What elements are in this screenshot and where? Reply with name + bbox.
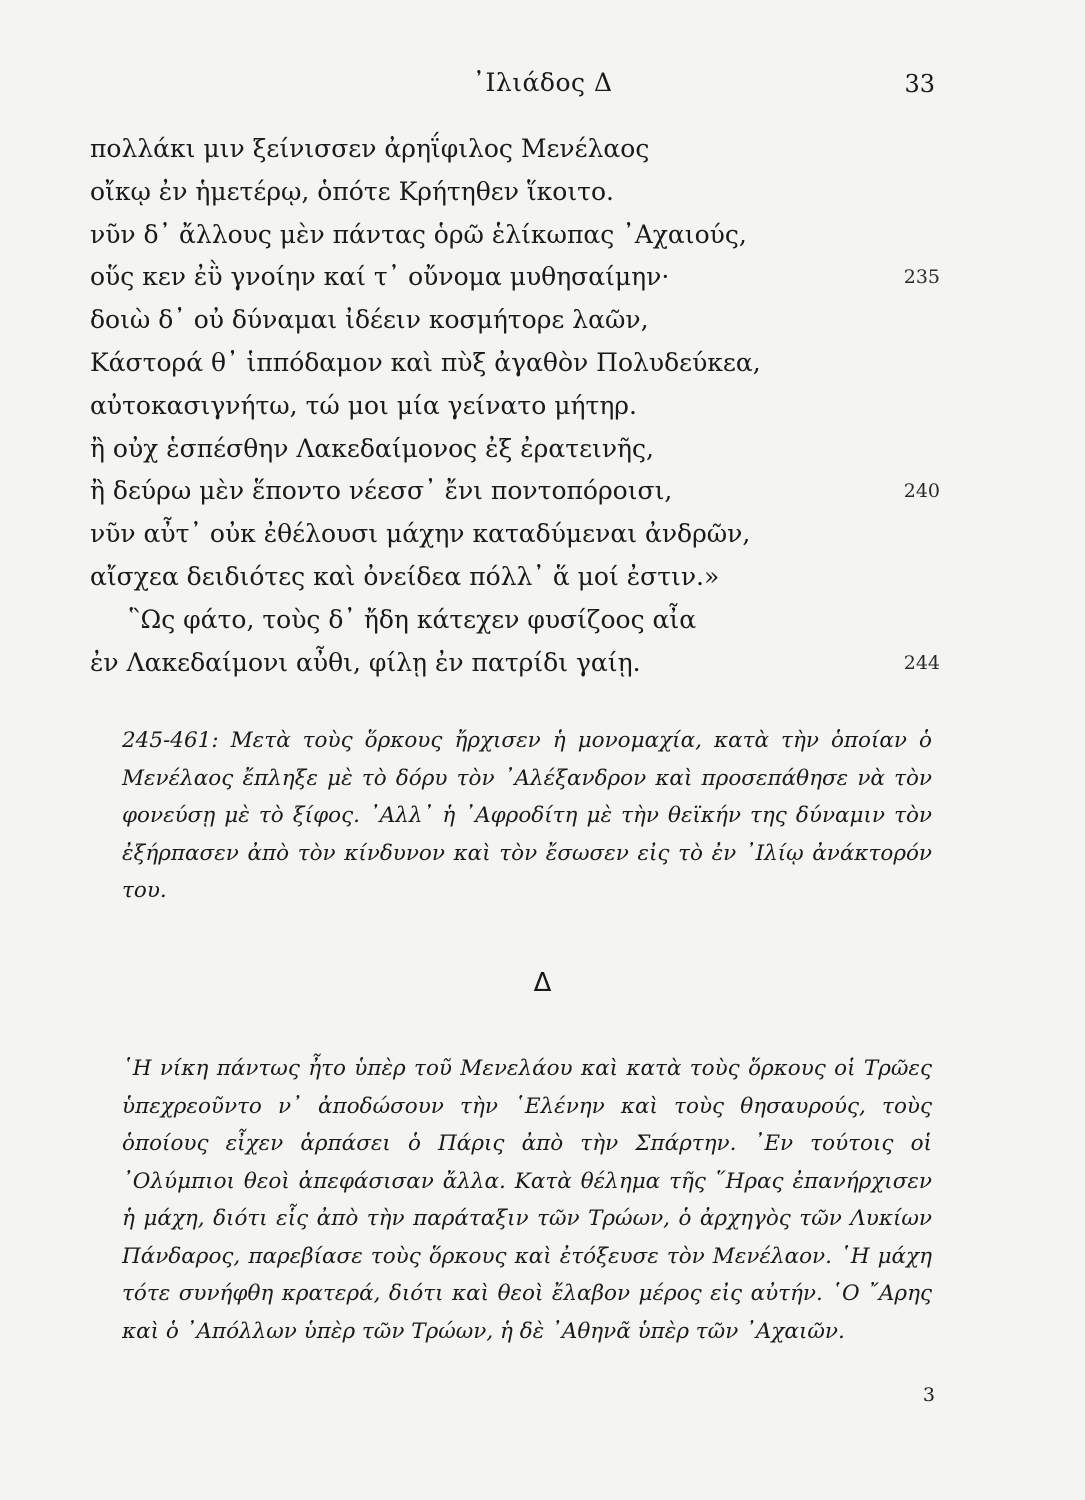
verse-line: [90, 642, 940, 685]
verse-text: αὐτοκασιγνήτω, τώ μοι μία γείνατο μήτηρ.: [90, 390, 637, 420]
verse-line: [90, 214, 940, 257]
verse-text: νῦν αὖτ᾽ οὐκ ἐθέλουσι μάχην καταδύμεναι ἀνδρῶν,: [90, 519, 751, 549]
verse-line: [90, 171, 940, 214]
verse-line: [90, 385, 940, 428]
verse-text: οἴκῳ ἐν ἡμετέρῳ, ὁπότε Κρήτηθεν ἵκοιτο.: [90, 176, 614, 206]
verse-text: ἐν Λακεδαίμονι αὖθι, φίλῃ ἐν πατρίδι γαίῃ.: [90, 647, 641, 677]
line-number: 240: [903, 480, 940, 503]
verse-line: [90, 299, 940, 342]
verse-block: [90, 128, 940, 684]
line-number: 244: [903, 651, 940, 674]
line-number: 235: [903, 266, 940, 289]
summary-range: 245-461: [122, 728, 212, 753]
signature-mark: 3: [922, 1384, 935, 1406]
verse-text: πολλάκι μιν ξείνισσεν ἀρηΐφιλος Μενέλαος: [90, 134, 650, 163]
verse-line: [90, 256, 940, 299]
intro-paragraph: ῾Η νίκη πάντως ἦτο ὑπὲρ τοῦ Μενελάου καὶ κατὰ τοὺς ὅρκους οἱ Τρῶες ὑπεχρεοῦντο ν᾽ ἀποδώσουν τὴν ῾Ελένην καὶ τοὺς θησαυρούς, τοὺς ὁποίους εἶχεν ἁρπάσει ὁ Πάρις ἀπὸ τὴν Σπάρτην. ᾿Εν τούτοις οἱ ᾿Ολύμπιοι θεοὶ ἀπεφάσισαν ἄλλα. Κατὰ θέλημα τῆς ῞Ηρας ἐπανήρχισεν ἡ μάχη, διότι εἷς ἀπὸ τὴν παράταξιν τῶν Τρώων, ὁ ἀρχηγὸς τῶν Λυκίων Πάνδαρος, παρεβίασε τοὺς ὅρκους καὶ ἐτόξευσε τὸν Μενέλαον. ῾Η μάχη τότε συνήφθη κρατερά, διότι καὶ θεοὶ ἔλαβον μέρος εἰς αὐτήν. ῾Ο ῎Αρης καὶ ὁ ᾿Απόλλων ὑπὲρ τῶν Τρώων, ἡ δὲ ᾿Αθηνᾶ ὑπὲρ τῶν ᾿Αχαιῶν.: [122, 1056, 932, 1344]
verse-line: [90, 599, 940, 642]
verse-text: ἢ οὐχ ἑσπέσθην Λακεδαίμονος ἐξ ἐρατεινῆς,: [90, 433, 654, 463]
verse-text: ῝Ως φάτο, τοὺς δ᾽ ἤδη κάτεχεν φυσίζοος αἶα: [128, 604, 697, 634]
verse-line: [90, 470, 940, 513]
verse-text: νῦν δ᾽ ἄλλους μὲν πάντας ὁρῶ ἑλίκωπας ᾿Αχαιούς,: [90, 219, 747, 249]
verse-line: [90, 428, 940, 471]
verse-text: αἴσχεα δειδιότες καὶ ὀνείδεα πόλλ᾽ ἅ μοί ἐστιν.»: [90, 561, 720, 591]
verse-line: [90, 556, 940, 599]
running-head-title: ᾿Ιλιάδος Δ: [472, 68, 613, 97]
verse-text: ἢ δεύρω μὲν ἕποντο νέεσσ᾽ ἔνι ποντοπόροισι,: [90, 476, 673, 506]
summary-text: : Μετὰ τοὺς ὅρκους ἤρχισεν ἡ μονομαχία, κατὰ τὴν ὁποίαν ὁ Μενέλαος ἔπληξε μὲ τὸ δόρυ τὸν ᾿Αλέξανδρον καὶ προσεπάθησε νὰ τὸν φονεύσῃ μὲ τὸ ξίφος. ᾿Αλλ᾽ ἡ ᾿Αφροδίτη μὲ τὴν θεϊκήν της δύναμιν τὸν ἐξήρπασεν ἀπὸ τὸν κίνδυνον καὶ τὸν ἔσωσεν εἰς τὸ ἐν ᾿Ιλίῳ ἀνάκτορόν του.: [122, 728, 932, 903]
verse-text: Κάστορά θ᾽ ἱππόδαμον καὶ πὺξ ἀγαθὸν Πολυδεύκεα,: [90, 347, 761, 377]
verse-line: [90, 513, 940, 556]
verse-text: δοιὼ δ᾽ οὐ δύναμαι ἰδέειν κοσμήτορε λαῶν,: [90, 305, 649, 335]
summary-paragraph: [122, 722, 932, 910]
page-number: 33: [904, 70, 935, 98]
section-heading: Δ: [533, 968, 552, 998]
verse-text: οὕς κεν ἐῢ γνοίην καί τ᾽ οὔνομα μυθησαίμην·: [90, 262, 670, 292]
verse-line: [90, 342, 940, 385]
verse-line: [90, 128, 940, 171]
